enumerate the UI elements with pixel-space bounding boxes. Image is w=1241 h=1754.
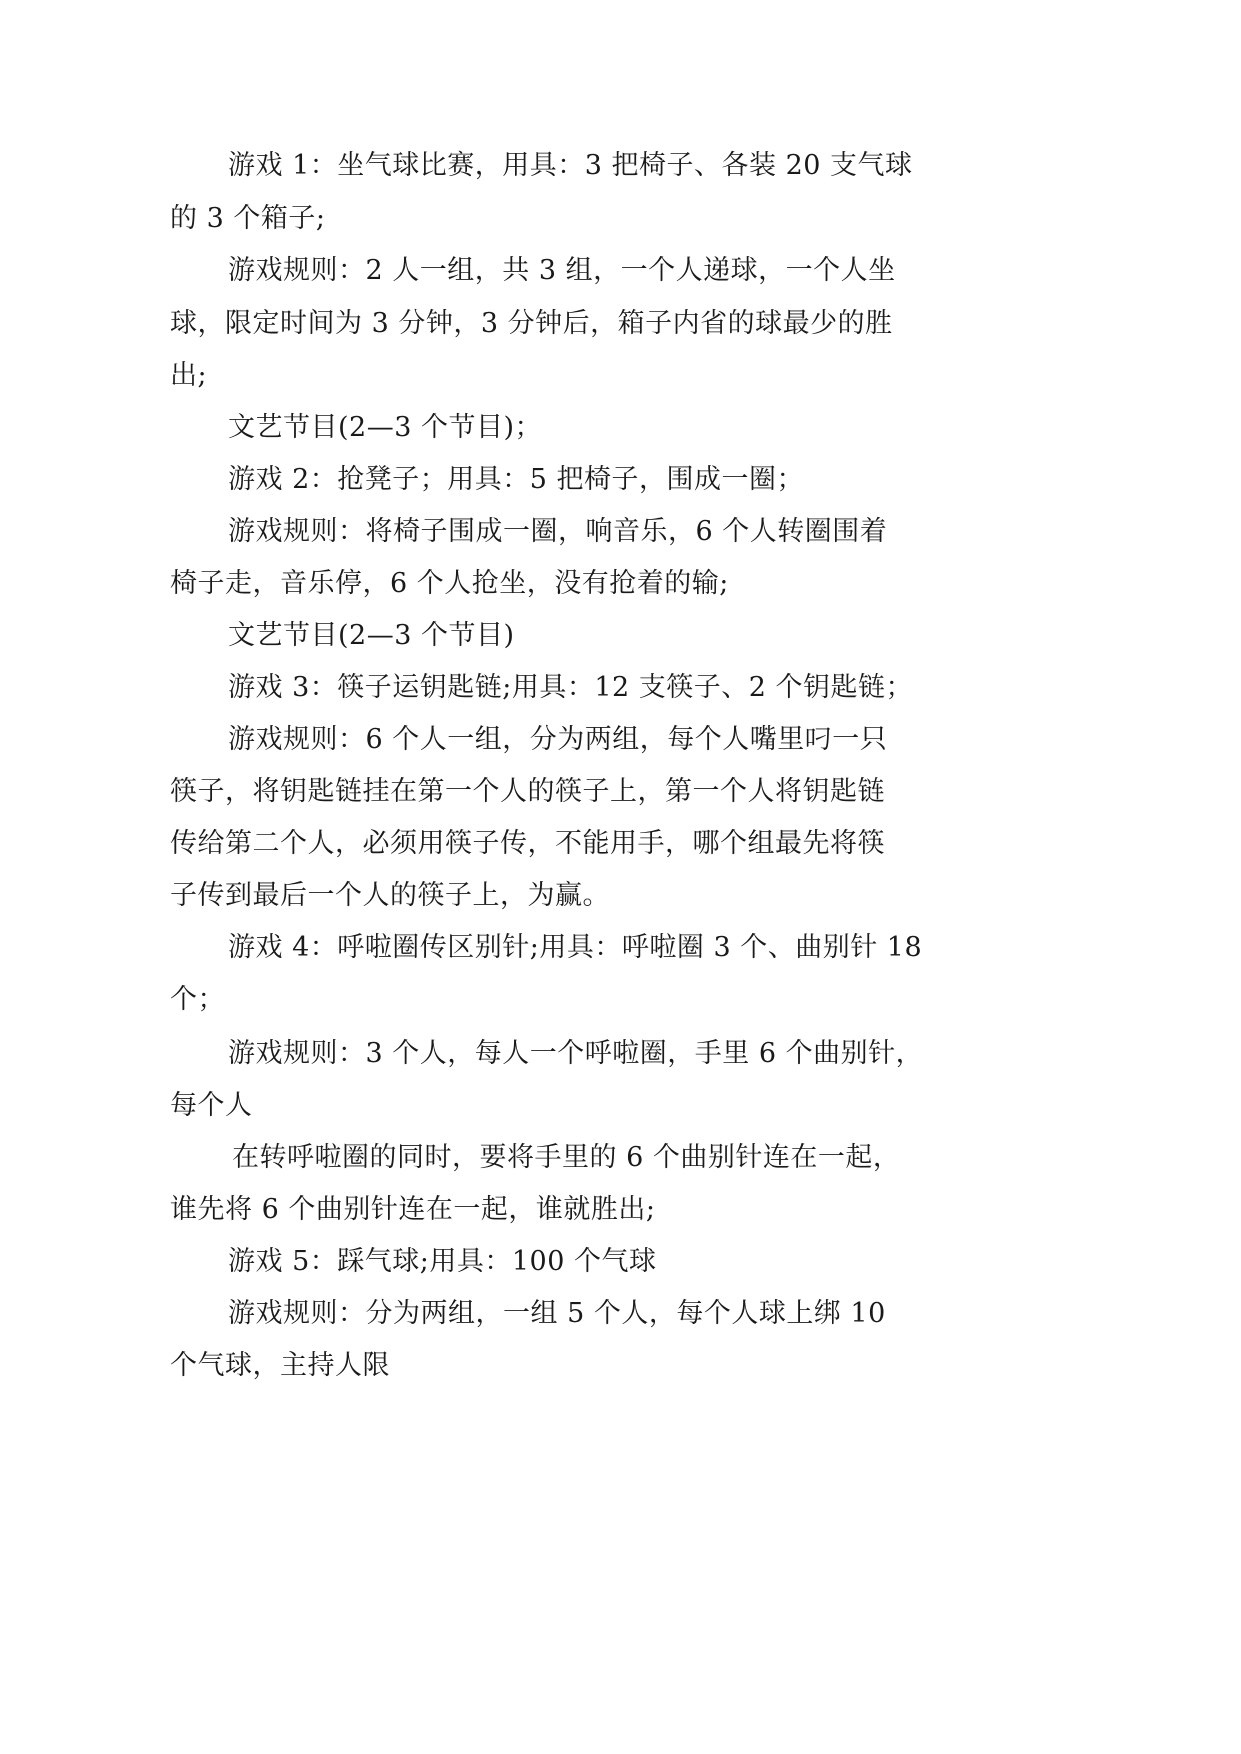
paragraph-line: 个； <box>170 984 225 1015</box>
paragraph-line: 游戏规则：分为两组，一组 5 个人，每个人球上绑 10 <box>228 1298 886 1329</box>
paragraph-line: 游戏规则：2 人一组，共 3 组，一个人递球，一个人坐 <box>228 255 896 286</box>
paragraph-line: 出; <box>170 360 208 391</box>
paragraph-line: 游戏 1：坐气球比赛，用具：3 把椅子、各装 20 支气球 <box>228 150 913 181</box>
paragraph-line: 游戏 3：筷子运钥匙链;用具：12 支筷子、2 个钥匙链； <box>228 672 914 703</box>
paragraph-line: 游戏 4：呼啦圈传区别针;用具：呼啦圈 3 个、曲别针 18 <box>228 932 923 963</box>
paragraph-line: 谁先将 6 个曲别针连在一起，谁就胜出; <box>170 1194 656 1225</box>
paragraph-line: 传给第二个人，必须用筷子传，不能用手，哪个组最先将筷 <box>170 828 885 859</box>
paragraph-line: 文艺节目(2—3 个节目) <box>228 620 515 651</box>
paragraph-line: 椅子走，音乐停，6 个人抢坐，没有抢着的输; <box>170 568 729 599</box>
paragraph-line: 游戏规则：6 个人一组，分为两组，每个人嘴里叼一只 <box>228 724 888 755</box>
paragraph-line: 球，限定时间为 3 分钟，3 分钟后，箱子内省的球最少的胜 <box>170 308 893 339</box>
paragraph-line: 筷子，将钥匙链挂在第一个人的筷子上，第一个人将钥匙链 <box>170 776 885 807</box>
paragraph-line: 个气球，主持人限 <box>170 1350 390 1381</box>
paragraph-line: 游戏 2：抢凳子；用具：5 把椅子，围成一圈； <box>228 464 805 495</box>
paragraph-line: 文艺节目(2—3 个节目)； <box>228 412 543 443</box>
paragraph-line: 在转呼啦圈的同时，要将手里的 6 个曲别针连在一起， <box>232 1142 901 1173</box>
paragraph-line: 子传到最后一个人的筷子上，为赢。 <box>170 880 610 911</box>
paragraph-line: 每个人 <box>170 1090 253 1121</box>
paragraph-line: 游戏 5：踩气球;用具：100 个气球 <box>228 1246 657 1277</box>
paragraph-line: 游戏规则：将椅子围成一圈，响音乐，6 个人转圈围着 <box>228 516 888 547</box>
paragraph-line: 的 3 个箱子; <box>170 203 326 234</box>
paragraph-line: 游戏规则：3 个人，每人一个呼啦圈，手里 6 个曲别针， <box>228 1038 924 1069</box>
